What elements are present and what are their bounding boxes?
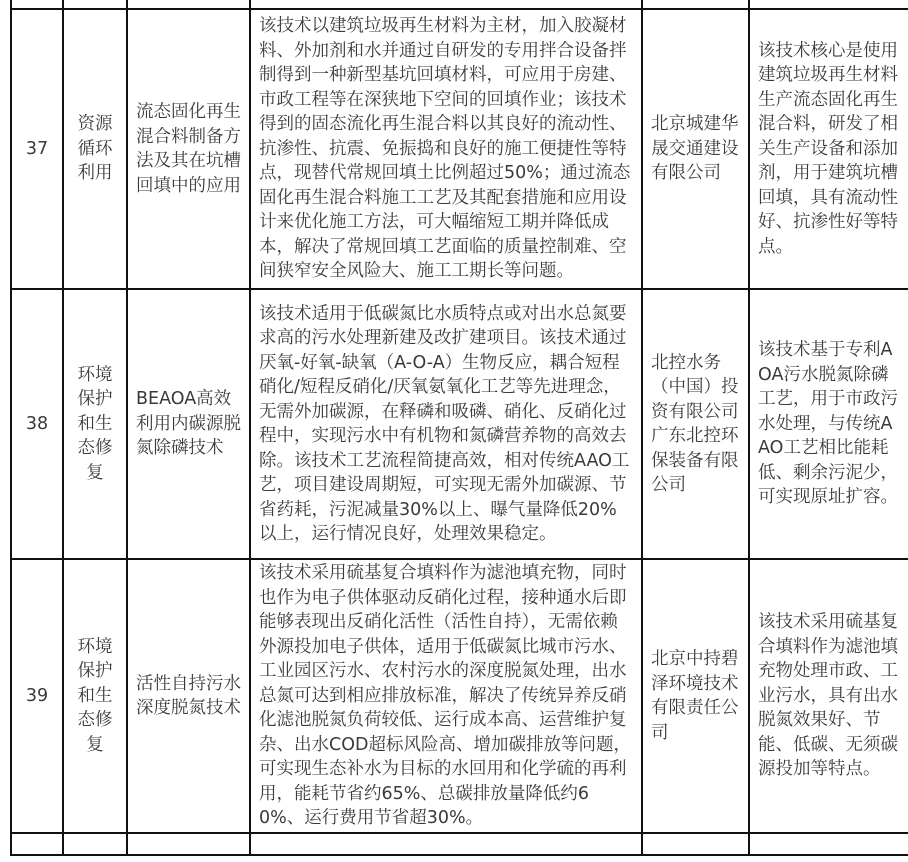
description-cell: 该技术采用硫基复合填料作为滤池填充物，同时也作为电子供体驱动反硝化过程，接种通水后即能够表现出反硝化活性（活性自持），无需依赖外源投加电子供体，适用于低碳氮比城市污水、工业园区污水、农村污水的深度脱氮处理，出水总氮可达到相应排放标准，解决了传统异养反硝化滤池脱氮负荷较低、运行成本高、运营维护复杂、出水COD超标风险高、增加碳排放等问题，可实现生态补水为目标的水回用和化学硫的再利用，能耗节省约65%、总碳排放量降低约60%、运行费用节省超30%。 — [250, 559, 642, 833]
technology-name-cell: 活性自持污水深度脱氮技术 — [127, 559, 250, 833]
cell-empty — [127, 833, 250, 855]
technology-name-cell: 流态固化再生混合料制备方法及其在坑槽回填中的应用 — [127, 9, 250, 289]
cell-empty — [11, 833, 63, 855]
table-row — [11, 289, 908, 559]
cell-empty — [749, 0, 908, 9]
cell-empty — [250, 833, 642, 855]
organization-cell: 北京中持碧泽环境技术有限责任公司 — [642, 559, 749, 833]
organization-cell: 北京城建华晟交通建设有限公司 — [642, 9, 749, 289]
technology-name-cell: BEAOA高效利用内碳源脱氮除磷技术 — [127, 289, 250, 559]
cell-empty — [749, 833, 908, 855]
category-cell: 资源循环利用 — [63, 9, 127, 289]
row-number: 37 — [11, 9, 63, 289]
row-number: 38 — [11, 289, 63, 559]
description-cell: 该技术以建筑垃圾再生材料为主材，加入胶凝材料、外加剂和水并通过自研发的专用拌合设备拌制得到一种新型基坑回填材料，可应用于房建、市政工程等在深狭地下空间的回填作业；该技术得到的固态流化再生混合料以其良好的流动性、抗渗性、抗震、免振捣和良好的施工便捷性等特点，现替代常规回填土比例超过50%；通过流态固化再生混合料施工工艺及其配套措施和应用设计来优化施工方法，可大幅缩短工期并降低成本，解决了常规回填工艺面临的质量控制难、空间狭窄安全风险大、施工工期长等问题。 — [250, 9, 642, 289]
features-cell: 该技术采用硫基复合填料作为滤池填充物处理市政、工业污水，具有出水脱氮效果好、节能、低碳、无须碳源投加等特点。 — [749, 559, 908, 833]
features-cell: 该技术核心是使用建筑垃圾再生材料生产流态固化再生混合料，研发了相关生产设备和添加剂，用于建筑坑槽回填，具有流动性好、抗渗性好等特点。 — [749, 9, 908, 289]
cell-empty — [642, 833, 749, 855]
technology-table — [10, 0, 908, 856]
features-cell: 该技术基于专利AOA污水脱氮除磷工艺，用于市政污水处理，与传统AAO工艺相比能耗低、剩余污泥少，可实现原址扩容。 — [749, 289, 908, 559]
category-cell: 环境保护和生态修复 — [63, 289, 127, 559]
row-number: 39 — [11, 559, 63, 833]
table-row — [11, 559, 908, 833]
cell-empty — [63, 0, 127, 9]
cell-empty — [250, 0, 642, 9]
cell-empty — [642, 0, 749, 9]
cell-empty — [11, 0, 63, 9]
category-cell: 环境保护和生态修复 — [63, 559, 127, 833]
table-row — [11, 9, 908, 289]
description-cell: 该技术适用于低碳氮比水质特点或对出水总氮要求高的污水处理新建及改扩建项目。该技术通过厌氧-好氧-缺氧（A-O-A）生物反应，耦合短程硝化/短程反硝化/厌氧氨氧化工艺等先进理念，无需外加碳源，在释磷和吸磷、硝化、反硝化过程中，实现污水中有机物和氮磷营养物的高效去除。该技术工艺流程简捷高效，相对传统AAO工艺，项目建设周期短，可实现无需外加碳源、节省药耗，污泥减量30%以上、曝气量降低20%以上，运行情况良好，处理效果稳定。 — [250, 289, 642, 559]
cell-empty — [127, 0, 250, 9]
table-row-previous-edge — [11, 0, 908, 9]
table-row-next-edge — [11, 833, 908, 855]
cell-empty — [63, 833, 127, 855]
organization-cell: 北控水务（中国）投资有限公司广东北控环保装备有限公司 — [642, 289, 749, 559]
